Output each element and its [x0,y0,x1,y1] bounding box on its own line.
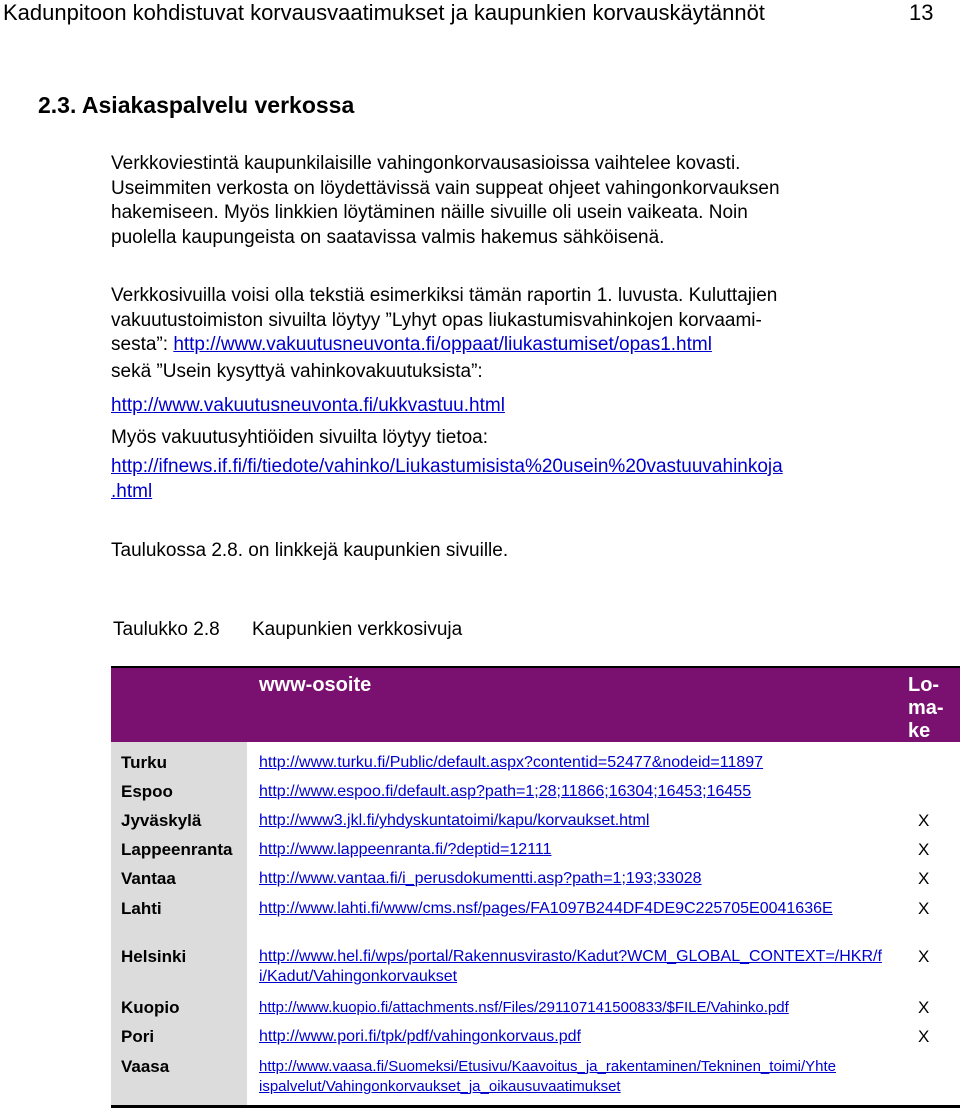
city-url[interactable]: http://www.hel.fi/wps/portal/Rakennusvirasto/Kadut?WCM_GLOBAL_CONTEXT=/HKR/fi/Kadut/Vahingonkorvaukset [259,948,882,985]
caption-number: Taulukko 2.8 [113,619,220,640]
running-header-title: Kadunpitoon kohdistuvat korvausvaatimukset ja kaupunkien korvauskäytännöt [3,0,765,25]
city-name: Jyväskylä [121,811,202,830]
text-myos: Myös vakuutusyhtiöiden sivuilta löytyy tietoa: [111,427,489,448]
text-line: Verkkosivuilla voisi olla tekstiä esimerkiksi tämän raportin 1. luvusta. Kuluttajien [111,285,778,306]
header-www-osoite: www-osoite [259,674,372,696]
city-url[interactable]: http://www.lahti.fi/www/cms.nsf/pages/FA1097B244DF4DE9C225705E0041636E [259,900,833,917]
city-url[interactable]: http://www.espoo.fi/default.asp?path=1;28;11866;16304;16453;16455 [259,783,752,800]
form-available-mark: X [918,811,930,830]
text-taulukossa: Taulukossa 2.8. on linkkejä kaupunkien sivuille. [111,540,509,561]
city-name: Vaasa [121,1057,170,1076]
section-heading: 2.3. Asiakaspalvelu verkossa [38,92,355,118]
page-number: 13 [909,0,934,25]
paragraph-intro [111,152,780,250]
text-fragment: sesta”: [111,334,174,355]
form-available-mark: X [918,869,930,888]
table-caption [113,619,462,641]
city-name: Lappeenranta [121,840,233,859]
city-name: Pori [121,1027,155,1046]
city-name: Espoo [121,782,173,801]
city-name: Lahti [121,899,162,918]
header-lomake-line: ke [908,720,931,742]
city-name: Kuopio [121,998,180,1017]
form-available-mark: X [918,840,930,859]
form-available-mark: X [918,1027,930,1046]
table-header [111,668,960,742]
link-ifnews-cont[interactable]: .html [111,481,153,502]
city-url[interactable]: http://www.vaasa.fi/Suomeksi/Etusivu/Kaavoitus_ja_rakentaminen/Tekninen_toimi/Yhteispalvelut/Vahingonkorvaukset_ja_oikausuvaatimukset [259,1058,836,1095]
link-ifnews[interactable]: http://ifnews.if.fi/fi/tiedote/vahinko/Liukastumisista%20usein%20vastuuvahinkoja [111,456,783,477]
text-line: puolella kaupungeista on saatavissa valmis hakemus sähköisenä. [111,226,665,248]
form-available-mark: X [918,947,930,966]
text-line: hakemiseen. Myös linkkien löytäminen näille sivuille oli usein vaikeata. Noin [111,202,748,223]
city-name: Turku [121,753,167,772]
city-name: Vantaa [121,869,176,888]
city-name: Helsinki [121,947,187,966]
text-line: Useimmiten verkosta on löydettävissä vain suppeat ohjeet vahingonkorvauksen [111,177,780,199]
header-lomake-line: ma- [908,697,944,719]
caption-title: Kaupunkien verkkosivuja [252,619,463,640]
link-ukkvastuu[interactable]: http://www.vakuutusneuvonta.fi/ukkvastuu.html [111,395,505,416]
city-url[interactable]: http://www.turku.fi/Public/default.aspx?contentid=52477&nodeid=11897 [259,754,764,771]
form-available-mark: X [918,899,930,918]
city-url[interactable]: http://www3.jkl.fi/yhdyskuntatoimi/kapu/korvaukset.html [259,812,650,829]
link-opas[interactable]: http://www.vakuutusneuvonta.fi/oppaat/liukastumiset/opas1.html [173,334,712,355]
table-bottom-rule [111,1105,960,1108]
text-line [111,333,777,358]
text-line: Verkkoviestintä kaupunkilaisille vahingonkorvausasioissa vaihtelee kovasti. [111,153,741,174]
city-url[interactable]: http://www.kuopio.fi/attachments.nsf/Files/291107141500833/$FILE/Vahinko.pdf [259,999,789,1016]
city-url[interactable]: http://www.vantaa.fi/i_perusdokumentti.asp?path=1;193;33028 [259,870,702,887]
form-available-mark: X [918,998,930,1017]
header-lomake-line: Lo- [908,674,940,696]
paragraph-links [111,284,777,358]
city-url[interactable]: http://www.pori.fi/tpk/pdf/vahingonkorvaus.pdf [259,1028,581,1045]
text-line: vakuutustoimiston sivuilta löytyy ”Lyhyt opas liukastumisvahinkojen korvaami- [111,309,762,331]
header-lomake [908,674,944,743]
city-url[interactable]: http://www.lappeenranta.fi/?deptid=12111 [259,841,552,858]
text-usein: sekä ”Usein kysyttyä vahinkovakuutuksista”: [111,361,483,382]
